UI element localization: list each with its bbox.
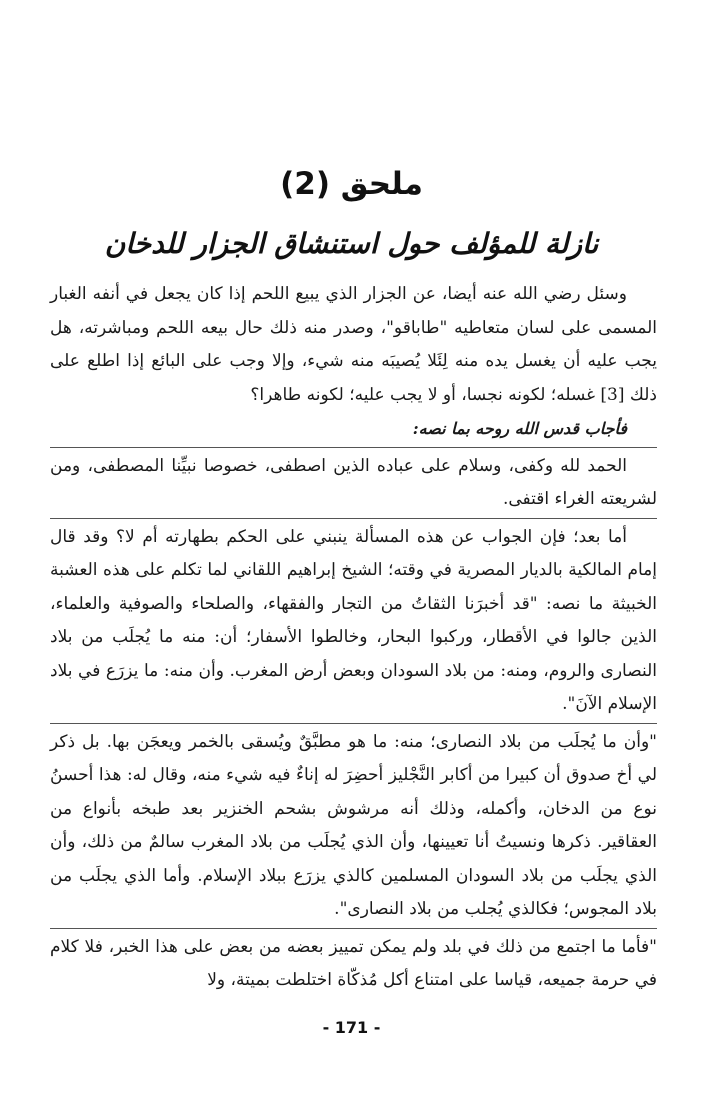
chapter-title: نازلة للمؤلف حول استنشاق الجزار للدخان [104,227,599,260]
body-text [50,278,657,998]
divider [50,447,657,448]
question-paragraph: وسئل رضي الله عنه أيضا، عن الجزار الذي يبيع اللحم إذا كان يجعل في أنفه الغبار المسمى على لسان متعاطيه "طاباقو"، وصدر منه ذلك حال بيعه اللحم ومباشرته، هل يجب عليه أن يغسل يده منه لِئَلا يُصيبَه منه شيء، وإلا وجب على البائع إذا اطلع على ذلك [3] غسله؛ لكونه نجسا، أو لا يجب عليه؛ لكونه طاهرا؟ [50,284,657,405]
divider [50,928,657,929]
divider [50,723,657,724]
answer-paragraph: أما بعد؛ فإن الجواب عن هذه المسألة ينبني على الحكم بطهارته أم لا؟ وقد قال إمام المالكية بالديار المصرية في وقته؛ الشيخ إبراهيم اللقاني لما تكلم على هذه العشبة الخبيثة ما نصه: "قد أخبرَنا الثقاتُ من التجار والفقهاء، والصلحاء والصوفية والعلماء، الذين جالوا في الأقطار، وركبوا البحار، وخالطوا الأسفار؛ أن: منه ما يُجلَب من بلاد النصارى والروم، ومنه: من بلاد السودان وبعض أرض المغرب. وأن منه: ما يزرَع في بلاد الإسلام الآنَ". [50,526,657,714]
appendix-title: ملحق (2) [280,166,423,202]
quote-paragraph: "وأن ما يُجلَب من بلاد النصارى؛ منه: ما هو مطبَّقٌ ويُسقى بالخمر ويعجَن بها. بل ذكر لي أخ صدوق أن كبيرا من أكابر النَّجْليز أحضِرَ له إناءٌ فيه شيء منه، وقال له: هذا أحسنُ نوع من الدخان، وأكمله، وذلك أنه مرشوش بشحم الخنزير بعد طبخه بأنواع من العقاقير. ذكرها ونسيتُ أنا تعيينها، وأن الذي يُجلَب من بلاد المغرب سالمٌ من ذلك، وأن الذي يجلَب من بلاد السودان المسلمين كالذي يزرَع ببلاد الإسلام. وأما الذي يجلَب من بلاد المجوس؛ فكالذي يُجلب من بلاد النصارى". [50,731,657,919]
divider [50,518,657,519]
answer-intro: فأجاب قدس الله روحه بما نصه: [412,419,627,438]
answer-opening-paragraph: الحمد لله وكفى، وسلام على عباده الذين اصطفى، خصوصا نبيِّنا المصطفى، ومن لشريعته الغراء اقتفى. [50,455,657,509]
quote-paragraph: "فأما ما اجتمع من ذلك في بلد ولم يمكن تمييز بعضه من بعض على هذا الخبر، فلا كلام في حرمة جميعه، قياسا على امتناع أكل مُذكّاة اختلطت بميتة، ولا [50,936,657,990]
page-number: - 171 - [322,1018,381,1037]
